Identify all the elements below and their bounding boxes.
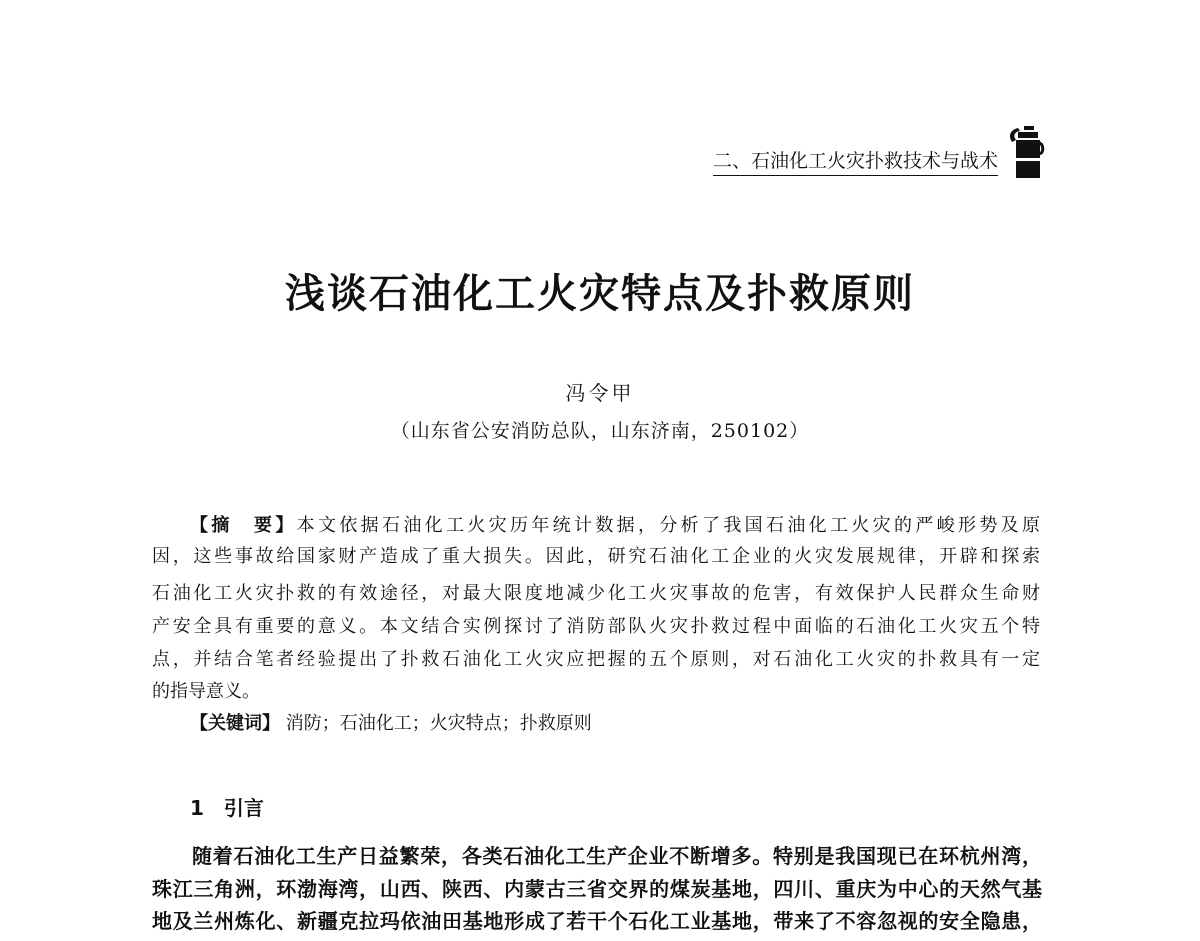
author-affiliation: （山东省公安消防总队，山东济南，250102）	[390, 420, 810, 442]
abstract-line: 石油化工火灾扑救的有效途径，对最大限度地减少化工火灾事故的危害，有效保护人民群众生命财	[152, 583, 1040, 604]
section-title: 引言	[223, 796, 264, 820]
abstract-line: 因，这些事故给国家财产造成了重大损失。因此，研究石油化工企业的火灾发展规律，开辟和探索	[152, 546, 1040, 567]
fire-extinguisher-icon	[1004, 124, 1046, 180]
abstract-text: 本文依据石油化工火灾历年统计数据，分析了我国石油化工火灾的严峻形势及原	[296, 515, 1041, 536]
abstract-line: 的指导意义。	[152, 681, 260, 702]
section-number: 1	[190, 796, 204, 820]
abstract-label: 【摘 要】	[190, 515, 297, 536]
abstract-line: 点，并结合笔者经验提出了扑救石油化工火灾应把握的五个原则，对石油化工火灾的扑救具有一定	[152, 649, 1040, 670]
body-line: 地及兰州炼化、新疆克拉玛依油田基地形成了若干个石化工业基地，带来了不容忽视的安全隐患，	[152, 909, 1042, 933]
keywords-line	[190, 710, 1040, 738]
abstract-line	[190, 512, 1040, 540]
author-name: 冯令甲	[565, 381, 635, 405]
body-line: 珠江三角洲，环渤海湾，山西、陕西、内蒙古三省交界的煤炭基地，四川、重庆为中心的天然气基	[152, 877, 1042, 901]
keywords-label: 【关键词】	[190, 713, 280, 734]
abstract-line: 产安全具有重要的意义。本文结合实例探讨了消防部队火灾扑救过程中面临的石油化工火灾五个特	[152, 616, 1040, 637]
running-header: 二、石油化工火灾扑救技术与战术	[713, 146, 998, 176]
paper-title: 浅谈石油化工火灾特点及扑救原则	[285, 270, 915, 317]
body-line: 随着石油化工生产日益繁荣，各类石油化工生产企业不断增多。特别是我国现已在环杭州湾，	[192, 844, 1042, 868]
section-heading	[190, 792, 264, 821]
keywords-text: 消防；石油化工；火灾特点；扑救原则	[285, 713, 592, 734]
